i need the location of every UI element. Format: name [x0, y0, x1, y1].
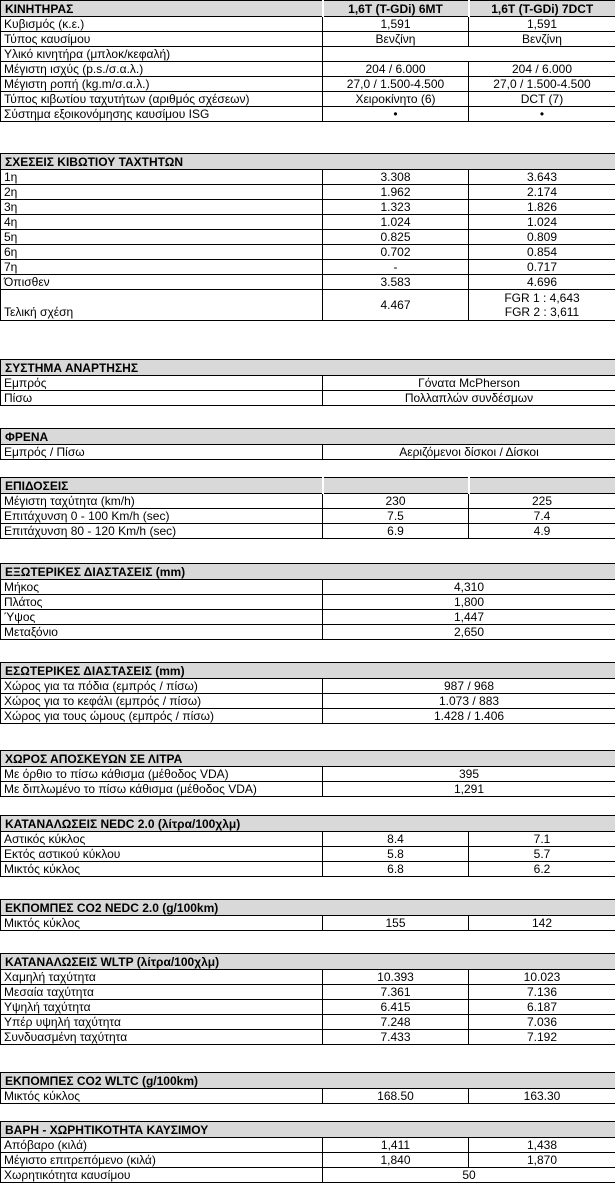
value-merged: 4,310	[323, 580, 615, 595]
row-label: Μέγιστη ισχύς (p.s./σ.α.λ.)	[1, 62, 323, 77]
section-header	[1, 360, 615, 376]
section-header	[1, 1122, 615, 1138]
table-row	[1, 245, 615, 260]
table-row	[1, 32, 615, 47]
value-6mt: Χειροκίνητο (6)	[323, 92, 469, 107]
value-7dct: DCT (7)	[469, 92, 615, 107]
row-label: 3η	[1, 200, 323, 215]
fgr2-value: FGR 2 : 3,611	[504, 305, 580, 319]
section-title: ΚΑΤΑΝΑΛΩΣΕΙΣ WLTP (λίτρα/100χλμ)	[1, 954, 615, 970]
row-label: Μήκος	[1, 580, 323, 595]
row-label: Συνδυασμένη ταχύτητα	[1, 1030, 323, 1045]
table-row	[1, 1000, 615, 1015]
value-6mt: 4.467	[323, 290, 469, 321]
table-row	[1, 1015, 615, 1030]
section-title: ΦΡΕΝΑ	[1, 429, 615, 445]
value-6mt: 1.323	[323, 200, 469, 215]
row-label: 2η	[1, 185, 323, 200]
value-merged: 2,650	[323, 625, 615, 640]
value-merged: 1,291	[323, 782, 615, 797]
value-7dct: 4.9	[469, 524, 615, 539]
value-merged: 395	[323, 767, 615, 782]
row-label: Χωρητικότητα καυσίμου	[1, 1168, 323, 1183]
value-6mt: 1.024	[323, 215, 469, 230]
value-6mt: 230	[323, 494, 469, 509]
row-label: Μικτός κύκλος	[1, 862, 323, 877]
section-title: ΧΩΡΟΣ ΑΠΟΣΚΕΥΩΝ ΣΕ ΛΙΤΡΑ	[1, 751, 615, 767]
row-label: 5η	[1, 230, 323, 245]
value-7dct: 142	[469, 916, 615, 931]
table-row	[1, 47, 615, 62]
value-7dct: 204 / 6.000	[469, 62, 615, 77]
value-6mt: 0.702	[323, 245, 469, 260]
table-row	[1, 1030, 615, 1045]
value-7dct: 6.187	[469, 1000, 615, 1015]
value-6mt: 7.433	[323, 1030, 469, 1045]
value-6mt: 7.5	[323, 509, 469, 524]
row-label: Μικτός κύκλος	[1, 916, 323, 931]
value-7dct: Βενζίνη	[469, 32, 615, 47]
value-7dct: 7.1	[469, 832, 615, 847]
row-label: Όπισθεν	[1, 275, 323, 290]
table-row	[1, 170, 615, 185]
section-title: ΕΣΩΤΕΡΙΚΕΣ ΔΙΑΣΤΑΣΕΙΣ (mm)	[1, 663, 615, 679]
table-row	[1, 524, 615, 539]
value-7dct: 1,870	[469, 1153, 615, 1168]
section-header	[1, 564, 615, 580]
value-6mt: Βενζίνη	[323, 32, 469, 47]
column-header-6mt: 1,6T (T-GDi) 6MT	[323, 1, 469, 17]
table-row	[1, 970, 615, 985]
row-label: Χώρος για το κεφάλι (εμπρός / πίσω)	[1, 694, 323, 709]
value-6mt: 1,411	[323, 1138, 469, 1153]
row-label: Κυβισμός (κ.ε.)	[1, 17, 323, 32]
value-6mt: 204 / 6.000	[323, 62, 469, 77]
table-row	[1, 77, 615, 92]
value-merged: 1.073 / 883	[323, 694, 615, 709]
table-row	[1, 694, 615, 709]
table-row	[1, 679, 615, 694]
value-7dct: 1.024	[469, 215, 615, 230]
table-row	[1, 445, 615, 460]
table-row	[1, 62, 615, 77]
table-row	[1, 509, 615, 524]
table-row	[1, 832, 615, 847]
value-merged: 1,447	[323, 610, 615, 625]
row-label: Μέγιστο επιτρεπόμενο (κιλά)	[1, 1153, 323, 1168]
section-brakes	[0, 428, 615, 460]
table-row	[1, 1168, 615, 1183]
row-label: Τύπος κιβωτίου ταχυτήτων (αριθμός σχέσεων)	[1, 92, 323, 107]
row-label: Πίσω	[1, 391, 323, 406]
row-label: Μεσαία ταχύτητα	[1, 985, 323, 1000]
row-label: Σύστημα εξοικονόμησης καυσίμου ISG	[1, 107, 323, 122]
value-7dct: 225	[469, 494, 615, 509]
table-row	[1, 580, 615, 595]
section-header	[1, 478, 615, 494]
value-7dct: 3.643	[469, 170, 615, 185]
value-7dct: 1,591	[469, 17, 615, 32]
row-label: Εκτός αστικού κύκλου	[1, 847, 323, 862]
row-label: Αστικός κύκλος	[1, 832, 323, 847]
row-label: Εμπρός / Πίσω	[1, 445, 323, 460]
column-header-7dct: 1,6T (T-GDi) 7DCT	[469, 1, 615, 17]
value-7dct: 7.136	[469, 985, 615, 1000]
section-header	[1, 816, 615, 832]
table-row	[1, 200, 615, 215]
section-title: ΕΚΠΟΜΠΕΣ CO2 NEDC 2.0 (g/100km)	[1, 900, 615, 916]
row-label: Χώρος για τα πόδια (εμπρός / πίσω)	[1, 679, 323, 694]
value-6mt: 6.8	[323, 862, 469, 877]
table-row	[1, 391, 615, 406]
value-7dct: 7.4	[469, 509, 615, 524]
row-label: 1η	[1, 170, 323, 185]
row-label: Μεταξόνιο	[1, 625, 323, 640]
value-6mt: 1,591	[323, 17, 469, 32]
table-row	[1, 709, 615, 724]
value-6mt: 168.50	[323, 1089, 469, 1104]
value-6mt: 8.4	[323, 832, 469, 847]
value-6mt: -	[323, 260, 469, 275]
value-7dct: 4.696	[469, 275, 615, 290]
value-7dct: 7.036	[469, 1015, 615, 1030]
value-6mt: 0.825	[323, 230, 469, 245]
value-7dct	[469, 290, 615, 321]
row-label: 6η	[1, 245, 323, 260]
row-label: Μικτός κύκλος	[1, 1089, 323, 1104]
value-6mt: 27,0 / 1.500-4.500	[323, 77, 469, 92]
value-7dct: 163.30	[469, 1089, 615, 1104]
row-label: Απόβαρο (κιλά)	[1, 1138, 323, 1153]
section-header	[1, 429, 615, 445]
table-row	[1, 107, 615, 122]
table-row	[1, 494, 615, 509]
section-luggage	[0, 750, 615, 797]
table-row	[1, 215, 615, 230]
section-weights	[0, 1121, 615, 1183]
row-label: Υπέρ υψηλή ταχύτητα	[1, 1015, 323, 1030]
value-6mt: 155	[323, 916, 469, 931]
section-co2-wltc	[0, 1072, 615, 1104]
value-7dct: 7.192	[469, 1030, 615, 1045]
section-header	[1, 751, 615, 767]
table-row	[1, 1089, 615, 1104]
row-label: 7η	[1, 260, 323, 275]
value-7dct: 6.2	[469, 862, 615, 877]
section-header	[1, 954, 615, 970]
value-6mt: 1.962	[323, 185, 469, 200]
table-row	[1, 862, 615, 877]
section-title: ΚΙΝΗΤΗΡΑΣ	[1, 1, 323, 17]
value-7dct: 0.809	[469, 230, 615, 245]
value-merged: Αεριζόμενοι δίσκοι / Δίσκοι	[323, 445, 615, 460]
value-6mt: 7.361	[323, 985, 469, 1000]
column-header-empty	[469, 478, 615, 494]
section-co2-nedc	[0, 899, 615, 931]
section-title: ΣΥΣΤΗΜΑ ΑΝΑΡΤΗΣΗΣ	[1, 360, 615, 376]
value-merged: Πολλαπλών συνδέσμων	[323, 391, 615, 406]
section-exterior-dimensions	[0, 563, 615, 640]
table-row	[1, 595, 615, 610]
section-title: ΚΑΤΑΝΑΛΩΣΕΙΣ NEDC 2.0 (λίτρα/100χλμ)	[1, 816, 615, 832]
value-7dct: 2.174	[469, 185, 615, 200]
section-nedc-consumption	[0, 815, 615, 877]
row-label: Υλικό κινητήρα (μπλοκ/κεφαλή)	[1, 47, 323, 62]
row-label: Τύπος καυσίμου	[1, 32, 323, 47]
section-interior-dimensions	[0, 662, 615, 724]
value-6mt: 3.308	[323, 170, 469, 185]
section-title: ΕΚΠΟΜΠΕΣ CO2 WLTC (g/100km)	[1, 1073, 615, 1089]
value-6mt: 1,840	[323, 1153, 469, 1168]
row-label: Επιτάχυνση 0 - 100 Km/h (sec)	[1, 509, 323, 524]
value-7dct: 1.826	[469, 200, 615, 215]
row-label: Πλάτος	[1, 595, 323, 610]
table-row	[1, 376, 615, 391]
row-label: Χώρος για τους ώμους (εμπρός / πίσω)	[1, 709, 323, 724]
section-title: ΕΞΩΤΕΡΙΚΕΣ ΔΙΑΣΤΑΣΕΙΣ (mm)	[1, 564, 615, 580]
row-label: Με όρθιο το πίσω κάθισμα (μέθοδος VDA)	[1, 767, 323, 782]
value-7dct: 1,438	[469, 1138, 615, 1153]
table-row	[1, 782, 615, 797]
isg-bullet-7dct: •	[469, 107, 615, 122]
row-label: Υψηλή ταχύτητα	[1, 1000, 323, 1015]
value-merged: 50	[323, 1168, 615, 1183]
value-6mt: 7.248	[323, 1015, 469, 1030]
section-suspension	[0, 359, 615, 406]
value-6mt: 6.415	[323, 1000, 469, 1015]
value-6mt: 3.583	[323, 275, 469, 290]
value-7dct: 27,0 / 1.500-4.500	[469, 77, 615, 92]
section-header	[1, 154, 615, 170]
value-merged: 1.428 / 1.406	[323, 709, 615, 724]
table-row	[1, 260, 615, 275]
row-label: Τελική σχέση	[1, 290, 323, 321]
row-label: Ύψος	[1, 610, 323, 625]
table-row	[1, 185, 615, 200]
value-merged: 1,800	[323, 595, 615, 610]
value-merged: 987 / 968	[323, 679, 615, 694]
section-performance	[0, 477, 615, 539]
value-6mt: 10.393	[323, 970, 469, 985]
row-label: Μέγιστη ροπή (kg.m/σ.α.λ.)	[1, 77, 323, 92]
isg-bullet-6mt: •	[323, 107, 469, 122]
section-title: ΕΠΙΔΟΣΕΙΣ	[1, 478, 323, 494]
table-row	[1, 610, 615, 625]
table-row	[1, 1153, 615, 1168]
table-row	[1, 985, 615, 1000]
row-label: Επιτάχυνση 80 - 120 Km/h (sec)	[1, 524, 323, 539]
row-label: Χαμηλή ταχύτητα	[1, 970, 323, 985]
section-engine	[0, 0, 615, 122]
value-7dct: 0.854	[469, 245, 615, 260]
table-row	[1, 916, 615, 931]
row-label: Εμπρός	[1, 376, 323, 391]
table-row	[1, 1138, 615, 1153]
value-6mt: 6.9	[323, 524, 469, 539]
fgr1-value: FGR 1 : 4,643	[504, 291, 580, 305]
table-row	[1, 17, 615, 32]
table-row	[1, 625, 615, 640]
value-merged	[323, 47, 615, 62]
value-7dct: 10.023	[469, 970, 615, 985]
column-header-empty	[323, 478, 469, 494]
value-merged: Γόνατα McPherson	[323, 376, 615, 391]
section-header	[1, 1073, 615, 1089]
table-row	[1, 847, 615, 862]
value-7dct: 5.7	[469, 847, 615, 862]
table-row	[1, 767, 615, 782]
section-title: ΒΑΡΗ - ΧΩΡΗΤΙΚΟΤΗΤΑ ΚΑΥΣΙΜΟΥ	[1, 1122, 615, 1138]
section-header	[1, 663, 615, 679]
row-label: Με διπλωμένο το πίσω κάθισμα (μέθοδος VDA)	[1, 782, 323, 797]
value-7dct: 0.717	[469, 260, 615, 275]
table-row-final-drive	[1, 290, 615, 321]
section-gearbox	[0, 153, 615, 321]
section-wltp-consumption	[0, 953, 615, 1045]
row-label: 4η	[1, 215, 323, 230]
table-row	[1, 230, 615, 245]
table-row	[1, 92, 615, 107]
section-header	[1, 900, 615, 916]
table-row	[1, 275, 615, 290]
row-label: Μέγιστη ταχύτητα (km/h)	[1, 494, 323, 509]
value-6mt: 5.8	[323, 847, 469, 862]
section-title: ΣΧΕΣΕΙΣ ΚΙΒΩΤΙΟΥ ΤΑΧΤΗΤΩΝ	[1, 154, 615, 170]
section-header	[1, 1, 615, 17]
